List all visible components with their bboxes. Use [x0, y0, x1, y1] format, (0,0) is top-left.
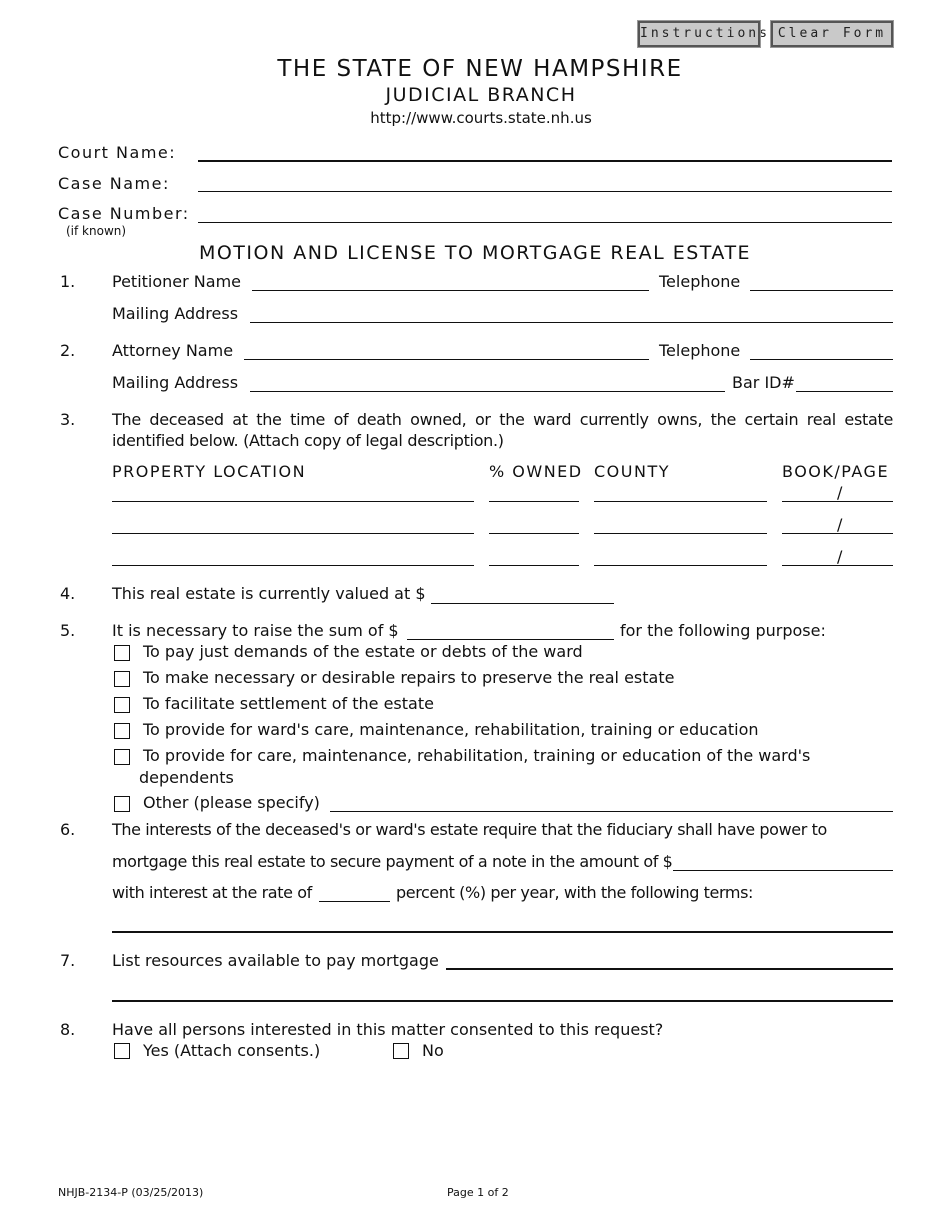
book-page-slash: / — [837, 515, 843, 534]
petitioner-telephone-input[interactable] — [750, 290, 893, 291]
purpose-ward-care-label: To provide for ward's care, maintenance, rehabilitation, training or education — [143, 720, 759, 739]
case-number-input[interactable] — [198, 222, 892, 223]
item6-text-line2: mortgage this real estate to secure payment of a note in the amount of $ — [112, 852, 673, 871]
interest-rate-input[interactable] — [319, 901, 390, 902]
petitioner-telephone-label: Telephone — [659, 272, 741, 291]
book-page-header: BOOK/PAGE — [782, 462, 890, 481]
attorney-name-input[interactable] — [244, 359, 649, 360]
consent-yes-label: Yes (Attach consents.) — [143, 1041, 321, 1060]
percent-owned-input[interactable] — [489, 533, 579, 534]
purpose-label: for the following purpose: — [620, 621, 826, 640]
item-number: 1. — [60, 272, 76, 291]
court-name-input[interactable] — [198, 160, 892, 162]
item3-text-line2: identified below. (Attach copy of legal description.) — [112, 431, 504, 450]
petitioner-name-label: Petitioner Name — [112, 272, 241, 291]
current-value-input[interactable] — [431, 603, 614, 604]
branch-title: JUDICIAL BRANCH — [385, 84, 577, 106]
county-header: COUNTY — [594, 462, 670, 481]
purpose-dependents-label: To provide for care, maintenance, rehabilitation, training or education of the ward's — [143, 746, 811, 765]
purpose-dependents-checkbox[interactable] — [114, 749, 130, 765]
item-number: 5. — [60, 621, 76, 640]
consent-no-label: No — [422, 1041, 444, 1060]
item3-text-line1: The deceased at the time of death owned, or the ward currently owns, the certain real estate — [112, 410, 893, 429]
purpose-other-input[interactable] — [330, 811, 893, 812]
purpose-other-checkbox[interactable] — [114, 796, 130, 812]
interest-rate-label: with interest at the rate of — [112, 883, 312, 902]
item-number: 8. — [60, 1020, 76, 1039]
purpose-dependents-label-cont: dependents — [139, 768, 234, 787]
attorney-mailing-label: Mailing Address — [112, 373, 239, 392]
item-number: 3. — [60, 410, 76, 429]
petitioner-mailing-label: Mailing Address — [112, 304, 239, 323]
clear-form-button[interactable]: Clear Form — [771, 21, 893, 47]
sum-input[interactable] — [407, 639, 614, 640]
current-value-label: This real estate is currently valued at $ — [112, 584, 426, 603]
bar-id-label: Bar ID# — [732, 373, 795, 392]
purpose-ward-care-checkbox[interactable] — [114, 723, 130, 739]
property-location-input[interactable] — [112, 533, 474, 534]
book-page-slash: / — [837, 483, 843, 502]
court-url: http://www.courts.state.nh.us — [370, 109, 592, 127]
resources-label: List resources available to pay mortgage — [112, 951, 439, 970]
terms-input[interactable] — [112, 931, 893, 933]
property-location-header: PROPERTY LOCATION — [112, 462, 307, 481]
item6-text-line1: The interests of the deceased's or ward's estate require that the fiduciary shall have power to — [112, 820, 827, 839]
property-location-input[interactable] — [112, 565, 474, 566]
percent-owned-header: % OWNED — [489, 462, 583, 481]
attorney-telephone-input[interactable] — [750, 359, 893, 360]
book-page-slash: / — [837, 547, 843, 566]
attorney-mailing-input[interactable] — [250, 391, 725, 392]
attorney-telephone-label: Telephone — [659, 341, 741, 360]
form-title: MOTION AND LICENSE TO MORTGAGE REAL ESTATE — [198, 242, 752, 264]
item-number: 6. — [60, 820, 76, 839]
percent-owned-input[interactable] — [489, 565, 579, 566]
petitioner-name-input[interactable] — [252, 290, 649, 291]
purpose-repairs-checkbox[interactable] — [114, 671, 130, 687]
sum-label: It is necessary to raise the sum of $ — [112, 621, 399, 640]
consent-yes-checkbox[interactable] — [114, 1043, 130, 1059]
percent-owned-input[interactable] — [489, 501, 579, 502]
case-name-input[interactable] — [198, 191, 892, 192]
purpose-settlement-checkbox[interactable] — [114, 697, 130, 713]
resources-input[interactable] — [446, 968, 893, 970]
purpose-settlement-label: To facilitate settlement of the estate — [143, 694, 434, 713]
form-id: NHJB-2134-P (03/25/2013) — [58, 1186, 204, 1199]
note-amount-input[interactable] — [673, 870, 893, 871]
consent-question: Have all persons interested in this matter consented to this request? — [112, 1020, 664, 1039]
case-number-label: Case Number: — [58, 204, 190, 223]
if-known-note: (if known) — [66, 224, 127, 238]
bar-id-input[interactable] — [796, 391, 893, 392]
item-number: 2. — [60, 341, 76, 360]
court-name-label: Court Name: — [58, 143, 177, 162]
county-input[interactable] — [594, 565, 767, 566]
terms-label: percent (%) per year, with the following terms: — [396, 883, 753, 902]
consent-no-checkbox[interactable] — [393, 1043, 409, 1059]
state-title: THE STATE OF NEW HAMPSHIRE — [277, 56, 683, 82]
petitioner-mailing-input[interactable] — [250, 322, 893, 323]
purpose-debts-checkbox[interactable] — [114, 645, 130, 661]
item-number: 7. — [60, 951, 76, 970]
purpose-repairs-label: To make necessary or desirable repairs to preserve the real estate — [143, 668, 675, 687]
county-input[interactable] — [594, 501, 767, 502]
property-location-input[interactable] — [112, 501, 474, 502]
instructions-button[interactable]: Instructions — [638, 21, 760, 47]
purpose-debts-label: To pay just demands of the estate or debts of the ward — [143, 642, 583, 661]
case-name-label: Case Name: — [58, 174, 170, 193]
resources-input-cont[interactable] — [112, 1000, 893, 1002]
page-number: Page 1 of 2 — [447, 1186, 509, 1199]
attorney-name-label: Attorney Name — [112, 341, 234, 360]
item-number: 4. — [60, 584, 76, 603]
purpose-other-label: Other (please specify) — [143, 793, 320, 812]
county-input[interactable] — [594, 533, 767, 534]
